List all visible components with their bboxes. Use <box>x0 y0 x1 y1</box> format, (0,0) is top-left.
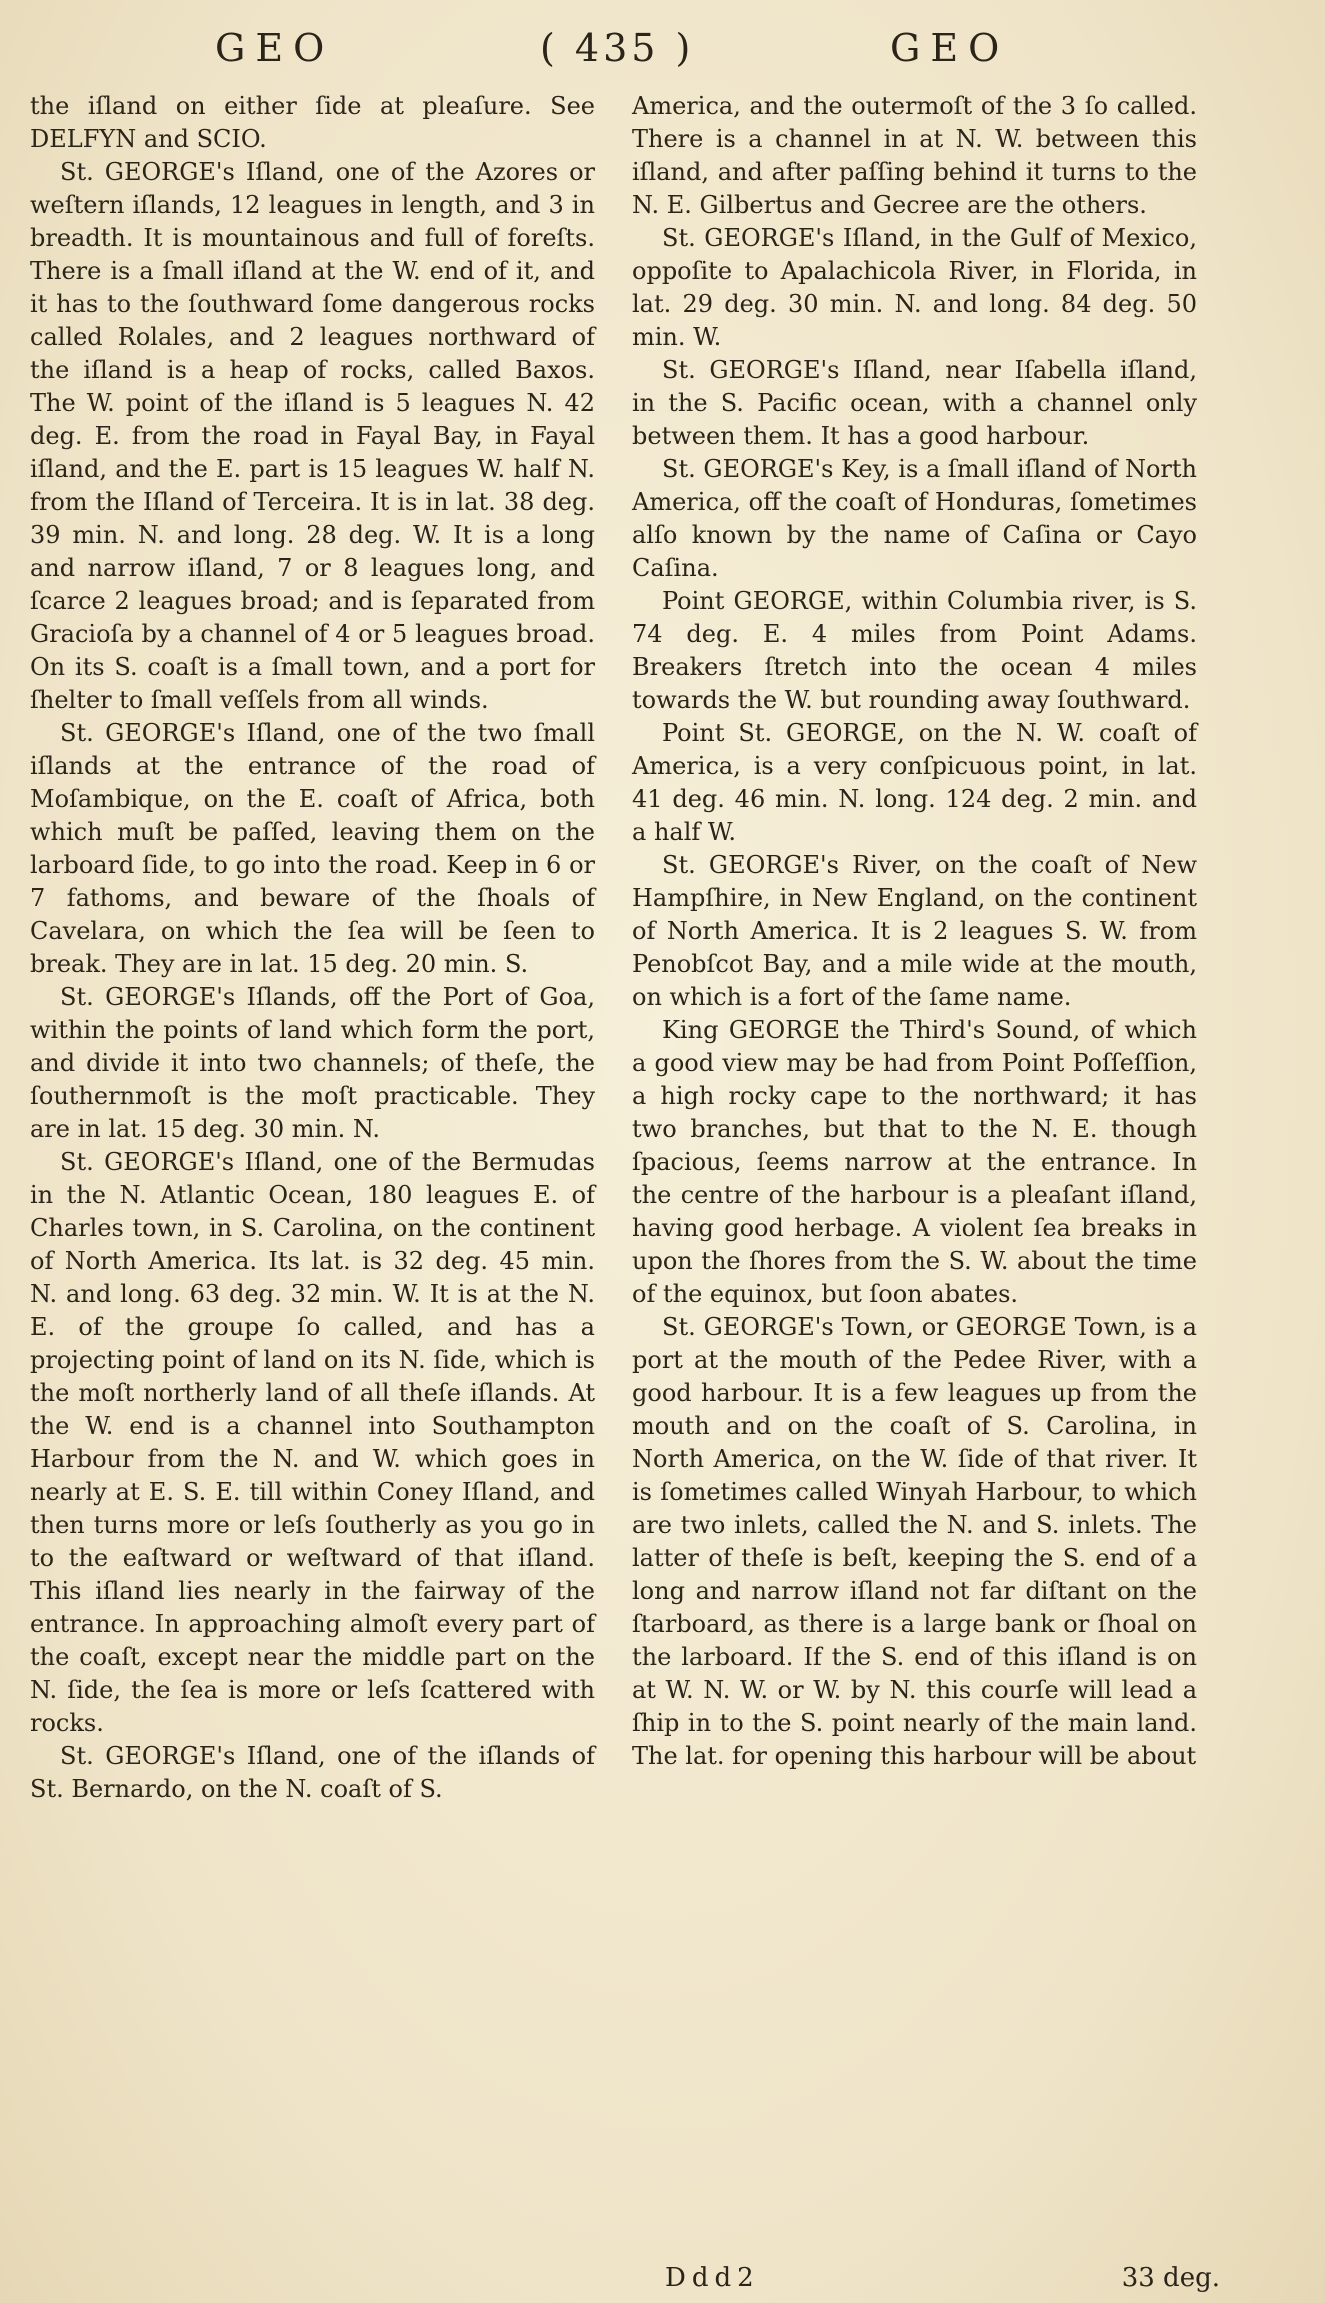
paragraph: St. GEORGE's River, on the coaſt of New Hampſhire, in New England, on the continent of North America. It is 2 leagues S. W. from Penobſcot Bay, and a mile wide at the mouth, on which is a fort of the ſame name. <box>632 851 1197 1011</box>
paragraph: St. GEORGE's Iſland, one of the iſlands of St. Bernardo, on the N. coaſt of S. <box>30 1742 595 1803</box>
paragraph: St. GEORGE's Key, is a ſmall iſland of North America, off the coaſt of Honduras, ſometimes alſo known by the name of Caſina or Cayo Caſina. <box>632 455 1197 582</box>
paragraph: Point GEORGE, within Columbia river, is S. 74 deg. E. 4 miles from Point Adams. Breakers ſtretch into the ocean 4 miles towards the W. but rounding away ſouthward. <box>632 587 1197 714</box>
paragraph: St. GEORGE's Town, or GEORGE Town, is a port at the mouth of the Pedee River, with a good harbour. It is a few leagues up from the mouth and on the coaſt of S. Carolina, in North America, on the W. ſide of that river. It is ſometimes called Winyah Harbour, to which are two inlets, called the N. and S. inlets. The latter of theſe is beſt, keeping the S. end of a long and narrow iſland not far diſtant on the ſtarboard, as there is a large bank or ſhoal on the larboard. If the S. end of this iſland is on at W. N. W. or W. by N. this courſe will lead a ſhip in to the S. point nearly of the main land. The lat. for opening this harbour will be about <box>632 1313 1197 1770</box>
paragraph: Point St. GEORGE, on the N. W. coaſt of America, is a very conſpicuous point, in lat. 41 deg. 46 min. N. long. 124 deg. 2 min. and a half W. <box>632 719 1197 846</box>
running-header <box>200 18 1020 78</box>
paragraph: St. GEORGE's Iſland, one of the Bermudas in the N. Atlantic Ocean, 180 leagues E. of Charles town, in S. Carolina, on the continent of North America. Its lat. is 32 deg. 45 min. N. and long. 63 deg. 32 min. W. It is at the N. E. of the groupe ſo called, and has a projecting point of land on its N. ſide, which is the moſt northerly land of all theſe iſlands. At the W. end is a channel into Southampton Harbour from the N. and W. which goes in nearly at E. S. E. till within Coney Iſland, and then turns more or leſs ſoutherly as you go in to the eaſtward or weſtward of that iſland. This iſland lies nearly in the fairway of the entrance. In approaching almoſt every part of the coaſt, except near the middle part on the N. ſide, the ſea is more or leſs ſcattered with rocks. <box>30 1148 595 1737</box>
paragraph: King GEORGE the Third's Sound, of which a good view may be had from Point Poſſeſſion, a high rocky cape to the northward; it has two branches, but that to the N. E. though ſpacious, ſeems narrow at the entrance. In the centre of the harbour is a pleaſant iſland, having good herbage. A violent ſea breaks in upon the ſhores from the S. W. about the time of the equinox, but ſoon abates. <box>632 1016 1197 1308</box>
left-column <box>30 90 595 1806</box>
paragraph: St. GEORGE's Iſland, one of the two ſmall iſlands at the entrance of the road of Moſambique, on the E. coaſt of Africa, both which muſt be paſſed, leaving them on the larboard ſide, to go into the road. Keep in 6 or 7 fathoms, and beware of the ſhoals of Cavelara, on which the ſea will be ſeen to break. They are in lat. 15 deg. 20 min. S. <box>30 719 595 978</box>
paragraph: St. GEORGE's Iſland, in the Gulf of Mexico, oppoſite to Apalachicola River, in Florida, in lat. 29 deg. 30 min. N. and long. 84 deg. 50 min. W. <box>632 224 1197 351</box>
paragraph: the iſland on either ſide at pleaſure. See DELFYN and SCIO. <box>30 92 595 153</box>
paragraph: St. GEORGE's Iſland, one of the Azores or weſtern iſlands, 12 leagues in length, and 3 in breadth. It is mountainous and full of foreſts. There is a ſmall iſland at the W. end of it, and it has to the ſouthward ſome dangerous rocks called Rolales, and 2 leagues northward of the iſland is a heap of rocks, called Baxos. The W. point of the iſland is 5 leagues N. 42 deg. E. from the road in Fayal Bay, in Fayal iſland, and the E. part is 15 leagues W. half N. from the Iſland of Terceira. It is in lat. 38 deg. 39 min. N. and long. 28 deg. W. It is a long and narrow iſland, 7 or 8 leagues long, and ſcarce 2 leagues broad; and is ſeparated from Gracioſa by a channel of 4 or 5 leagues broad. On its S. coaſt is a ſmall town, and a port for ſhelter to ſmall veſſels from all winds. <box>30 158 595 714</box>
right-column <box>632 90 1197 1773</box>
header-right-word: GEO <box>890 26 1010 70</box>
signature-mark: Ddd2 <box>665 2263 760 2293</box>
paragraph: St. GEORGE's Iſlands, off the Port of Goa, within the points of land which form the port, and divide it into two channels; of theſe, the ſouthernmoſt is the moſt practicable. They are in lat. 15 deg. 30 min. N. <box>30 983 595 1143</box>
paragraph: St. GEORGE's Iſland, near Iſabella iſland, in the S. Pacific ocean, with a channel only between them. It has a good harbour. <box>632 356 1197 450</box>
page-number: ( 435 ) <box>540 26 695 70</box>
page-footer <box>660 2263 1220 2295</box>
catchword: 33 deg. <box>1121 2263 1220 2293</box>
paragraph: America, and the outermoſt of the 3 ſo called. There is a channel in at N. W. between this iſland, and after paſſing behind it turns to the N. E. Gilbertus and Gecree are the others. <box>632 92 1197 219</box>
header-left-word: GEO <box>215 26 335 70</box>
